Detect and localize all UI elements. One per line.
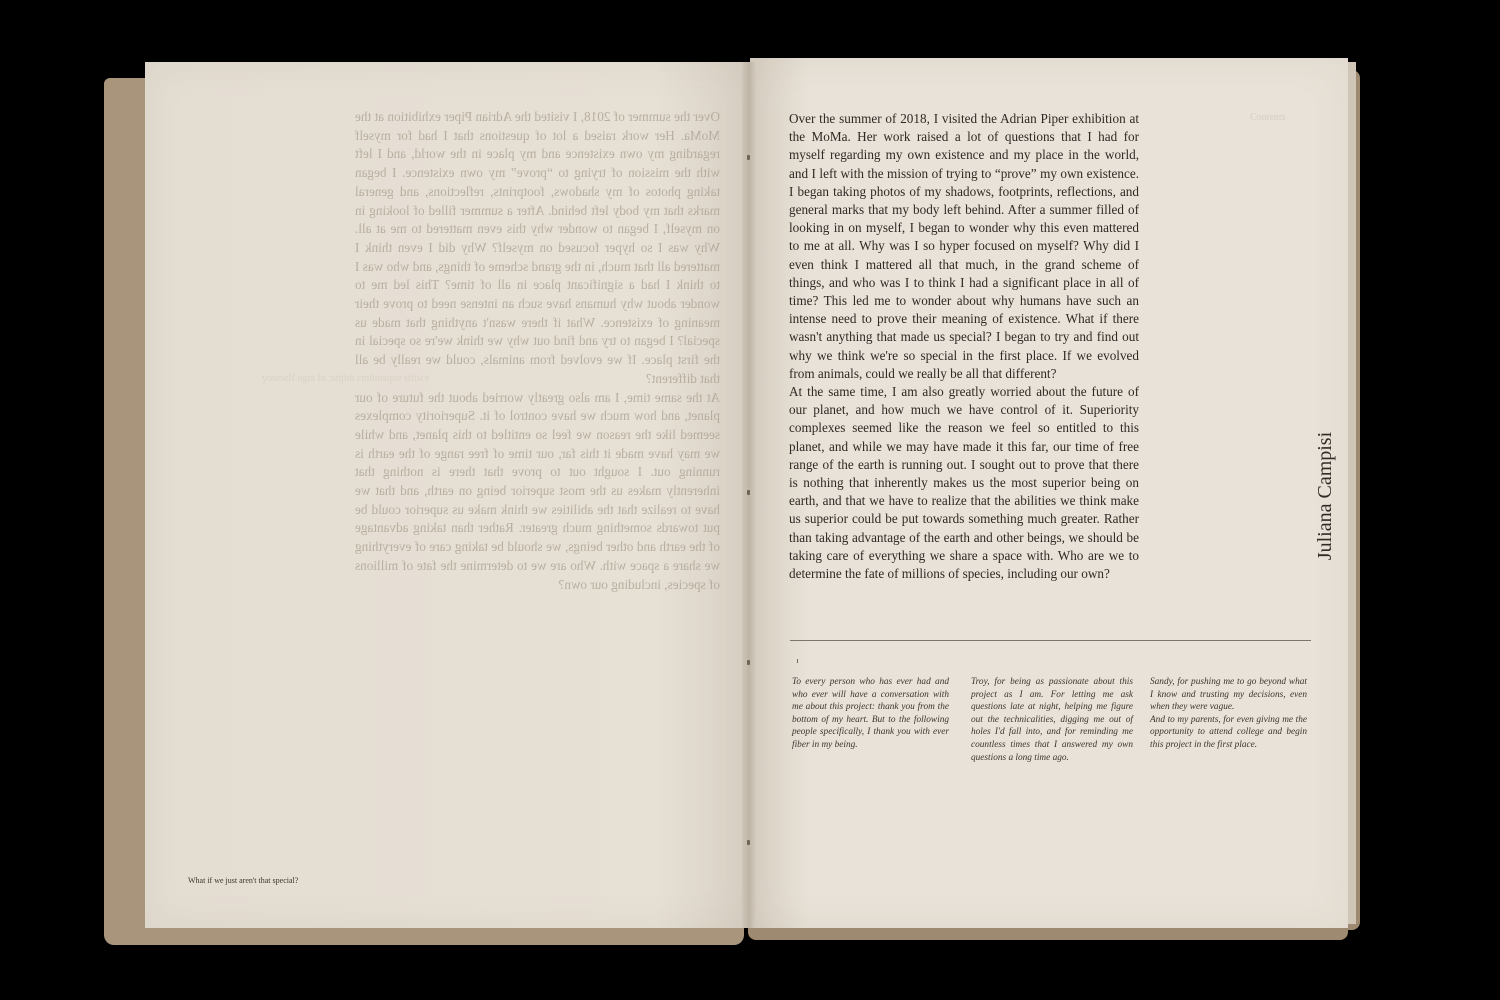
book-gutter bbox=[742, 62, 756, 928]
show-through-paragraph: At the same time, I am also greatly worried about the future of our planet, and how much we have control of it. Superiority complexes seemed like the reason we feel so entitled to this planet, and while we may have made it this far, our time of free range of the earth is running out. I sought out to prove that there is nothing that inherently makes us the most superior being on earth, and that we have to realize that the abilities we think make us superior could be put towards something much greater. Rather than taking advantage of the earth and other beings, we should be taking care of everything we share a space with. Who are we to determine the fate of millions of species, including our own? bbox=[355, 389, 720, 592]
faint-show-through-label: yourself ogni fo ;srtjidi cmiltoaque sftisce bbox=[262, 373, 430, 384]
faint-contents-label: Contents bbox=[1250, 112, 1286, 123]
acknowledgement-column bbox=[792, 676, 949, 752]
author-name: Juliana Campisi bbox=[1314, 431, 1336, 561]
essay-paragraph: At the same time, I am also greatly worried about the future of our planet, and how much we have control of it. Superiority complexes seemed like the reason we feel so entitled to this planet, and while we may have made it this far, our time of free range of the earth is running out. I sought out to prove that there is nothing that inherently makes us the most superior being on earth, and that we have to realize that the abilities we think make us superior could be put towards something much greater. Rather than taking advantage of the earth and other beings, we should be taking care of everything we share a space with. Who are we to determine the fate of millions of species, including our own? bbox=[789, 384, 1139, 582]
binding-stitch bbox=[747, 490, 750, 495]
divider-tick-mark bbox=[797, 659, 798, 663]
page-footer: What if we just aren't that special? bbox=[188, 876, 299, 885]
acknowledgement-text: And to my parents, for even giving me the opportunity to attend college and begin this project in the first place. bbox=[1150, 714, 1307, 750]
binding-stitch bbox=[747, 660, 750, 665]
acknowledgement-text: To every person who has ever had and who ever will have a conversation with me about this project: thank you from the bottom of my heart. But to the following people specifically, I thank you with ever fiber in my being. bbox=[792, 677, 949, 750]
divider-rule bbox=[790, 640, 1311, 641]
show-through-paragraph: Over the summer of 2018, I visited the Adrian Piper exhibition at the MoMa. Her work raised a lot of questions that I had for myself regarding my own existence and my place in the world, and I left with the mission of trying to “prove” my own existence. I began taking photos of my shadows, footprints, reflections, and general marks that my body left behind. After a summer filled of looking in on myself, I began to wonder why this even mattered to me at all. Why was I so hyper focused on myself? Why did I even think I mattered all that much, in the grand scheme of things, and who was I to think I had a significant place in all of time? This led me to wonder about why humans have such an intense need to prove their meaning of existence. What if there wasn't anything that made us special? I began to try and find out why we think we're so special in the first place. If we evolved from animals, could we really be all that different? bbox=[355, 109, 720, 386]
essay-body bbox=[789, 110, 1139, 583]
show-through-text bbox=[355, 108, 720, 594]
essay-paragraph: Over the summer of 2018, I visited the Adrian Piper exhibition at the MoMa. Her work raised a lot of questions that I had for myself regarding my own existence and my place in the world, and I left with the mission of trying to “prove” my own existence. I began taking photos of my shadows, footprints, reflections, and general marks that my body left behind. After a summer filled of looking in on myself, I began to wonder why this even mattered to me at all. Why was I so hyper focused on myself? Why did I even think I mattered all that much, in the grand scheme of things, and who was I to think I had a significant place in all of time? This led me to wonder about why humans have such an intense need to prove their meaning of existence. What if there wasn't anything that made us special? I began to try and find out why we think we're so special in the first place. If we evolved from animals, could we really be all that different? bbox=[789, 111, 1139, 381]
acknowledgement-text: Troy, for being as passionate about this project as I am. For letting me ask questions late at night, helping me figure out the technicalities, digging me out of holes I'd fall into, and for reminding me countless times that I answered my own questions a long time ago. bbox=[971, 677, 1133, 763]
binding-stitch bbox=[747, 840, 750, 845]
acknowledgement-text: Sandy, for pushing me to go beyond what I know and trusting my decisions, even when they were vague. bbox=[1150, 677, 1307, 713]
binding-stitch bbox=[747, 155, 750, 160]
acknowledgement-column bbox=[1150, 676, 1307, 752]
acknowledgement-column bbox=[971, 676, 1133, 764]
